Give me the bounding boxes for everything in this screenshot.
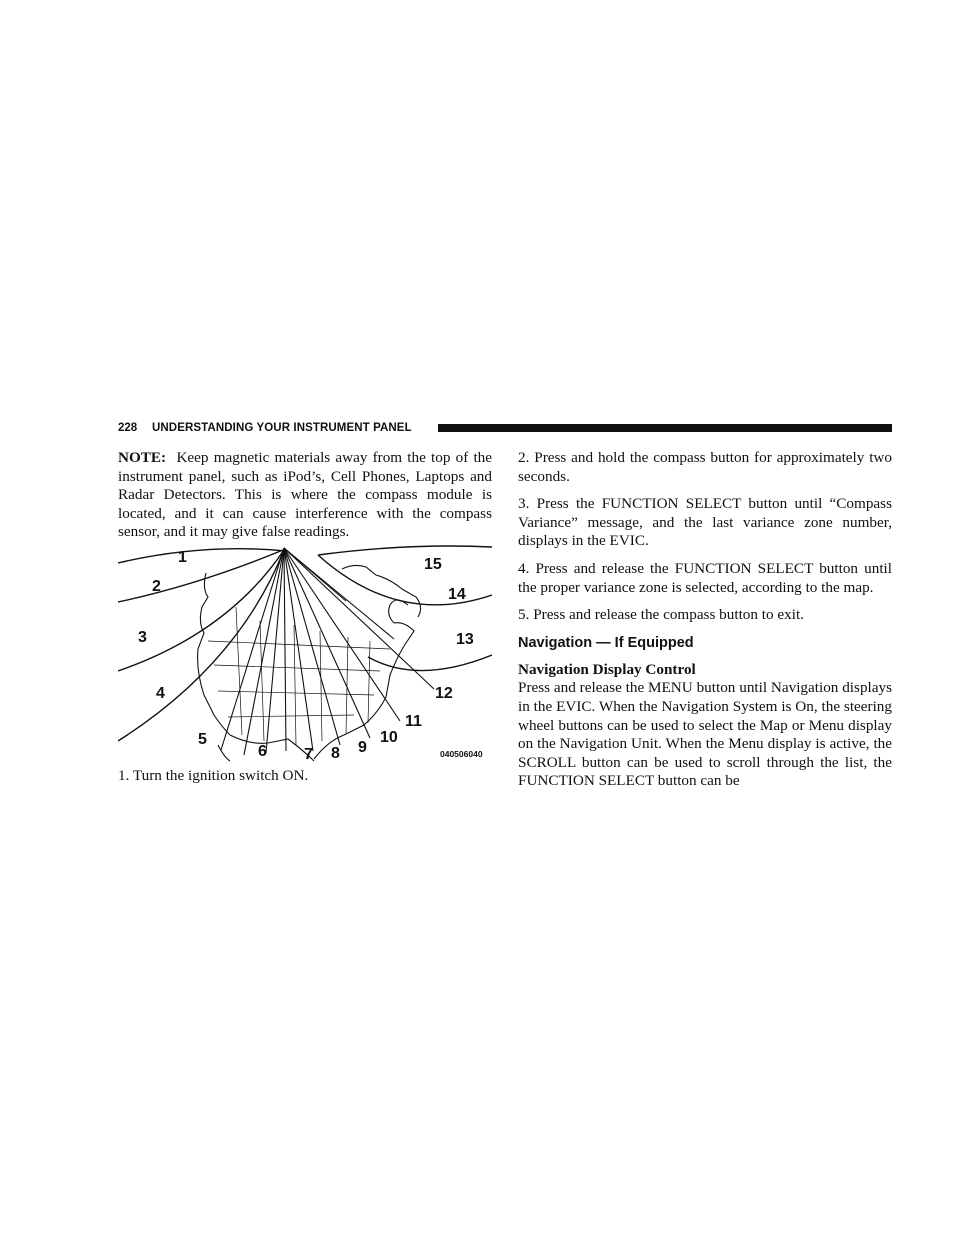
step-2: 2. Press and hold the compass button for approximately two seconds.	[518, 449, 892, 485]
zone-label-1: 1	[178, 549, 187, 566]
navigation-text: Press and release the MENU button until Navigation displays in the EVIC. When the Navigation System is On, the steering wheel buttons can be used to select the Map or Menu display on the Navigation Unit. When the Menu display is active, the SCROLL button can be used to scroll through the list, the FUNCTION SELECT button can be	[518, 679, 892, 790]
step-4: 4. Press and release the FUNCTION SELECT button until the proper variance zone is selected, according to the map.	[518, 559, 892, 596]
zone-label-5: 5	[198, 731, 207, 748]
zone-curve-13	[368, 655, 492, 671]
navigation-subheading: Navigation Display Control	[518, 660, 696, 678]
zone-label-2: 2	[152, 578, 161, 595]
zone-curve-15	[318, 546, 492, 555]
zone-label-12: 12	[435, 685, 453, 702]
page-header	[118, 420, 892, 436]
navigation-heading: Navigation — If Equipped	[518, 634, 694, 651]
step-1: 1. Turn the ignition switch ON.	[118, 767, 309, 784]
section-title: UNDERSTANDING YOUR INSTRUMENT PANEL	[152, 422, 412, 434]
note-text: Keep magnetic materials away from the top of the instrument panel, such as iPod’s, Cell Phones, Laptops and Radar Detectors. This is where the compass module is located, and it can cause interference with the compass sensor, and it may give false readings.	[118, 449, 492, 541]
compass-variance-zone-map	[118, 545, 492, 763]
zone-label-3: 3	[138, 629, 147, 646]
note-paragraph	[118, 449, 492, 542]
zone-label-15: 15	[424, 556, 442, 573]
zone-label-6: 6	[258, 743, 267, 760]
page-number: 228	[118, 422, 138, 434]
step-3: 3. Press the FUNCTION SELECT button until “Compass Variance” message, and the last variance zone number, displays in the EVIC.	[518, 495, 892, 550]
zone-label-10: 10	[380, 729, 398, 746]
figure-code: 040506040	[440, 749, 483, 759]
zone-curve-1	[118, 549, 286, 563]
zone-label-13: 13	[456, 631, 474, 648]
map-svg	[118, 545, 492, 763]
zone-label-11: 11	[405, 713, 422, 730]
zone-label-14: 14	[448, 586, 466, 603]
note-label: NOTE:	[118, 449, 167, 466]
step-5: 5. Press and release the compass button to exit.	[518, 606, 804, 624]
zone-label-9: 9	[358, 739, 367, 756]
header-rule	[438, 424, 892, 432]
zone-label-7: 7	[304, 746, 313, 763]
zone-label-4: 4	[156, 685, 165, 702]
left-column	[118, 449, 492, 542]
zone-label-8: 8	[331, 745, 340, 762]
right-column	[518, 449, 892, 791]
